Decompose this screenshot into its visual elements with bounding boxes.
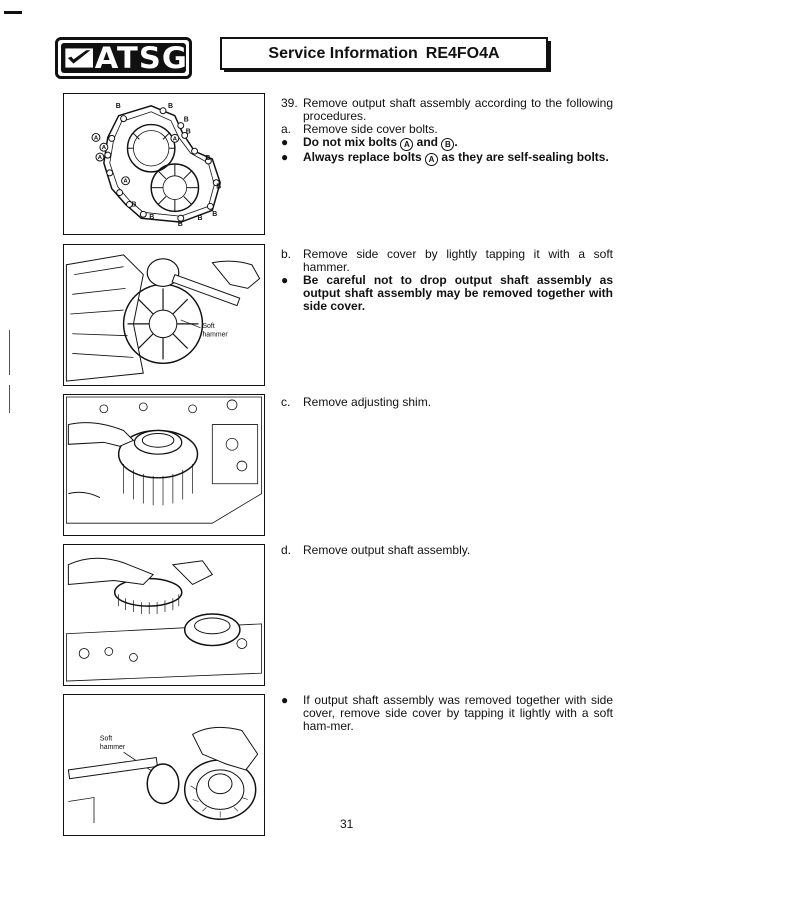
margin-line: [9, 330, 10, 375]
warning-text: [303, 136, 613, 151]
warning-text: [303, 151, 613, 166]
callout-label: B: [131, 201, 137, 209]
warning-text-part: Always replace bolts: [303, 150, 426, 164]
step-c: [281, 396, 613, 409]
soft-hammer-illustration: [64, 245, 264, 385]
adjusting-shim-illustration: [64, 395, 264, 535]
warning-text: Be careful not to drop output shaft assembly as output shaft assembly may be removed together with side cover.: [303, 273, 613, 313]
soft-hammer-cover-illustration: [64, 695, 264, 835]
circled-label: A: [425, 153, 438, 166]
callout-label: B: [205, 155, 211, 163]
side-cover-diagram: [64, 94, 264, 234]
warning-text-part: and: [413, 135, 442, 149]
logo-text: ATSG: [95, 41, 189, 75]
bullet: ●: [281, 135, 289, 149]
callout-label: B: [167, 102, 173, 110]
step-letter: b.: [281, 247, 292, 261]
title-model: RE4FO4A: [425, 44, 500, 62]
atsg-logo: [55, 37, 192, 79]
page-title: [220, 37, 548, 70]
checkmark-logo-icon: [65, 44, 93, 72]
callout-label: A: [97, 155, 103, 162]
callout-label: A: [123, 178, 128, 185]
step-text: Remove side cover by lightly tapping it with a soft hammer.: [303, 247, 613, 274]
page-number: 31: [340, 817, 354, 831]
margin-line: [9, 385, 10, 413]
corner-mark: [4, 11, 22, 14]
figure-side-cover-bolts: [63, 93, 265, 235]
callout-label: B: [216, 183, 222, 191]
title-main: Service Information: [268, 44, 418, 62]
callout-label: B: [183, 116, 189, 124]
hammer-label: hammer: [99, 744, 126, 752]
bullet: ●: [281, 273, 289, 287]
figure-tap-side-cover: [63, 244, 265, 386]
step-text: Remove output shaft assembly.: [303, 543, 471, 557]
figure-remove-output-shaft: [63, 544, 265, 686]
warning-text-part: .: [454, 135, 458, 149]
step-e: [281, 694, 613, 733]
note-text: If output shaft assembly was removed together with side cover, remove side cover by tapping it lightly with a soft ham-mer.: [303, 693, 613, 733]
bullet: ●: [281, 693, 289, 707]
step-text: Remove side cover bolts.: [303, 122, 438, 136]
hammer-label: hammer: [202, 331, 228, 339]
output-shaft-illustration: [64, 545, 264, 685]
step-39: [281, 97, 613, 166]
callout-label: A: [172, 136, 177, 143]
callout-label: A: [101, 145, 106, 152]
step-number: 39.: [281, 96, 298, 110]
callout-label: A: [93, 135, 99, 142]
warning-text-part: Do not mix bolts: [303, 135, 401, 149]
soft-label: Soft: [202, 322, 215, 330]
callout-label: B: [197, 215, 203, 223]
circled-label: A: [400, 138, 413, 151]
step-b: [281, 248, 613, 313]
callout-label: B: [177, 221, 183, 229]
callout-label: B: [212, 211, 218, 219]
step-letter: a.: [281, 122, 292, 136]
title-shadow: [548, 41, 551, 72]
figure-remove-shim: [63, 394, 265, 536]
circled-label: B: [441, 138, 454, 151]
step-d: [281, 544, 613, 557]
step-letter: c.: [281, 395, 291, 409]
soft-label: Soft: [99, 735, 113, 743]
step-letter: d.: [281, 543, 292, 557]
callout-label: B: [149, 214, 155, 222]
callout-label: B: [185, 128, 191, 136]
callout-label: B: [115, 102, 121, 110]
step-text: Remove output shaft assembly according to the following procedures.: [303, 96, 613, 123]
warning-text-part: as they are self-sealing bolts.: [438, 150, 609, 164]
step-text: Remove adjusting shim.: [303, 395, 432, 409]
figure-separate-side-cover: [63, 694, 265, 836]
bullet: ●: [281, 150, 289, 164]
